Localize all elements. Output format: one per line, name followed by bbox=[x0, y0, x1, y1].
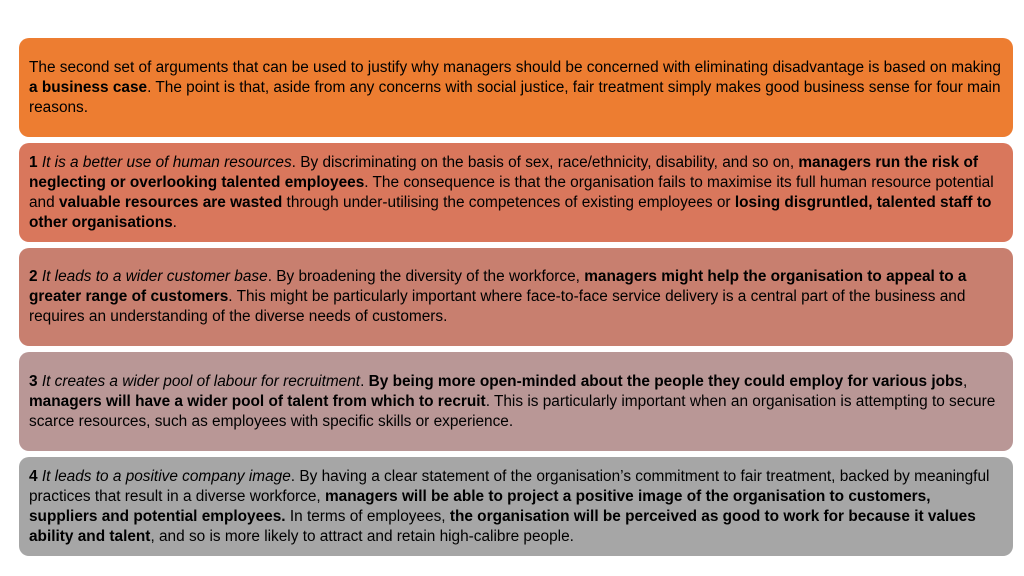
reason-4-bold-1: managers will be able to project a positive image of the organisation to customers, suppliers and potential employees. bbox=[29, 487, 931, 525]
reason-1-bold-1: managers run the risk of neglecting or overlooking talented employees bbox=[29, 153, 978, 191]
reason-2-text-2: . This might be particularly important where face-to-face service delivery is a central part of the business and requires an understanding of the diverse needs of customers. bbox=[29, 288, 966, 325]
reason-1-bold-3: losing disgruntled, talented staff to other organisations bbox=[29, 193, 992, 231]
reason-1-number: 1 bbox=[29, 153, 38, 171]
reason-3-number: 3 bbox=[29, 372, 38, 390]
reason-4-title: It leads to a positive company image bbox=[41, 467, 291, 485]
reason-3-text bbox=[29, 372, 1003, 432]
reason-2-text bbox=[29, 267, 1003, 327]
reason-3-text-3: . This is particularly important when an organisation is attempting to secure scarce resources, such as employees with specific skills or experience. bbox=[29, 392, 996, 430]
reason-3-bold-1: By being more open-minded about the people they could employ for various jobs bbox=[368, 372, 963, 390]
reason-2-text-1: . By broadening the diversity of the workforce, bbox=[267, 268, 585, 285]
reason-1-bold-2: valuable resources are wasted bbox=[58, 193, 283, 211]
reason-2-title: It leads to a wider customer base bbox=[41, 268, 268, 285]
reason-1-text bbox=[29, 153, 1003, 233]
reason-box-1 bbox=[19, 143, 1013, 242]
reason-4-number: 4 bbox=[29, 467, 38, 485]
reason-1-text-3: through under-utilising the competences of existing employees or bbox=[282, 193, 735, 211]
intro-box bbox=[19, 38, 1013, 137]
reason-1-text-1: . By discriminating on the basis of sex, race/ethnicity, disability, and so on, bbox=[291, 153, 799, 171]
reason-1-text-2: . The consequence is that the organisation fails to maximise its full human resource potential and bbox=[29, 173, 994, 211]
reason-2-number: 2 bbox=[29, 268, 38, 285]
reason-1-title: It is a better use of human resources bbox=[41, 153, 292, 171]
reason-box-2 bbox=[19, 248, 1013, 346]
reason-3-text-1: . bbox=[360, 372, 369, 390]
reason-1-text-4: . bbox=[172, 213, 177, 231]
reason-4-bold-2: the organisation will be perceived as good to work for because it values ability and talent bbox=[29, 507, 976, 545]
reason-box-4 bbox=[19, 457, 1013, 556]
intro-text-bold: a business case bbox=[29, 78, 148, 96]
reason-4-text-1: . By having a clear statement of the organisation’s commitment to fair treatment, backed by meaningful practices that result in a diverse workforce, bbox=[29, 467, 990, 505]
reason-4-text bbox=[29, 467, 1003, 547]
intro-text-post: . The point is that, aside from any concerns with social justice, fair treatment simply makes good business sense for four main reasons. bbox=[29, 78, 1001, 116]
reason-2-bold-1: managers might help the organisation to appeal to a greater range of customers bbox=[29, 268, 967, 305]
reason-3-title: It creates a wider pool of labour for recruitment bbox=[41, 372, 361, 390]
reason-4-text-3: , and so is more likely to attract and retain high-calibre people. bbox=[150, 527, 574, 545]
reason-3-bold-2: managers will have a wider pool of talent from which to recruit bbox=[29, 392, 486, 410]
reason-box-3 bbox=[19, 352, 1013, 451]
reason-3-text-2: , bbox=[962, 372, 968, 390]
intro-text bbox=[29, 58, 1003, 118]
intro-text-pre: The second set of arguments that can be used to justify why managers should be concerned with eliminating disadvantage is based on making bbox=[29, 58, 1001, 76]
reason-4-text-2: In terms of employees, bbox=[285, 507, 450, 525]
